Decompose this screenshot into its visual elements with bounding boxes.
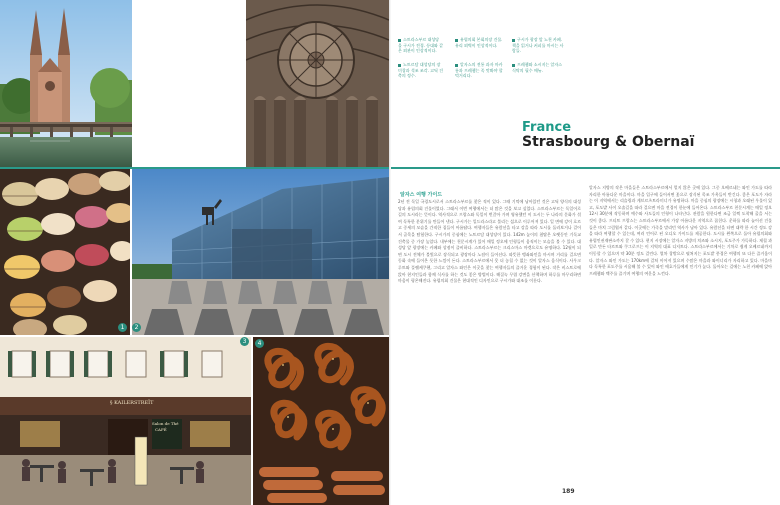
photo-macarons	[0, 169, 130, 335]
caption-bullet-icon	[455, 64, 458, 67]
caption-1	[398, 37, 444, 54]
caption-bullet-icon	[398, 64, 401, 67]
article-column-1: 2년 전 독일 국경도시로서 스트라스부르를 찾은 적이 있다. 그때 기억에 남아있던 것은 고딕 양식의 대성당과 유럽의회 건물이었다. 그래서 이번 여행에서는 더 많은 것을 보고 싶었다. 스트라스부르는 독일어로 길의 도시라는 뜻이다. 역사적으로 프랑스와 독일이 번갈아 가며 영유했던 이 도시는 두 나라의 문화가 섞여 독특한 분위기를 만들어 낸다. 구시가는 일드라스라고 불리는 섬으로 이루어져 있다. 일 변에 강이 흐르고 중세의 모습을 간직한 집들이 아름답다. 여행자들은 유람선을 타고 강을 따라 도시를 둘러보거나 걸어서 골목을 탐험한다. 구시가의 중심에는 노트르담 대성당이 있다. 142m 높이의 첨탑은 오랫동안 기독교 건축물 중 가장 높았다. 내부에는 천문시계가 있어 매일 정오에 인형들이 움직이는 모습을 볼 수 있다. 대성당 앞 광장에는 카페와 상점이 즐비하다. 스트라스부르는 크리스마스 마켓으로도 유명하다. 12월이 되면 도시 전체가 불빛으로 장식되고 광장마다 노점이 들어선다. 따뜻한 뱅솨와인을 마시며 거리를 걸으면 동화 속에 들어온 듯한 느낌이 든다. 스트라스부르에서 못 더 놓칠 수 없는 것이 알자스 음식이다. 사우크루트와 플램케쿠헨, 그리고 알자스 와인은 이곳을 찾는 여행자들의 즐거운 경험이 된다. 작은 비스트로에 앉아 현지인들과 함께 식사를 하는 것도 좋은 방법이다. 해질녹 무렵 강변을 산책하며 하루를 마무리하면 마음이 평온해진다. 유럽의회 건물은 현대적인 디자인으로 구시가와 대조를 이룬다.	[398, 199, 581, 284]
article-subhead: 알자스 여행 가이드	[400, 192, 443, 198]
shop-sign: § KAILERSTREÏT	[110, 400, 154, 406]
cafe-sign-line2: CAFÉ	[155, 427, 167, 432]
caption-bullet-icon	[455, 39, 458, 42]
caption-6	[512, 62, 564, 73]
caption-text: 구시가 광장 앞 노천 카페. 책을 읽거나 커피를 마시는 사람들.	[512, 37, 564, 53]
caption-bullet-icon	[512, 39, 515, 42]
page-number: 189	[562, 488, 575, 495]
photo-cafe-street	[0, 337, 251, 505]
caption-text: 알자스의 전통 과자 마카롱과 프레쳄는 꼭 맛봐야 할 먹거리다.	[455, 62, 503, 78]
caption-text: 노트르담 대성당의 장미창과 석조 조각. 고딕 건축의 정수.	[398, 62, 443, 78]
photo-church-river	[0, 0, 132, 167]
caption-text: 스트라스부르 대성당 울 구시가 전경. 등대와 같은 외관이 인상적이다.	[398, 37, 443, 53]
photo-pretzels	[253, 337, 389, 505]
photo-glass-building	[132, 169, 389, 335]
photo-cathedral-detail	[246, 0, 389, 167]
photo-number-2: 2	[132, 323, 141, 332]
spine-gutter	[389, 0, 391, 505]
caption-5	[512, 37, 564, 54]
caption-text: 유럽의회 본회의장 건물. 유리 외벽이 인상적이다.	[455, 37, 503, 48]
caption-bullet-icon	[398, 39, 401, 42]
caption-4	[455, 62, 505, 79]
caption-3	[455, 37, 505, 48]
title-country: France	[522, 120, 572, 135]
photo-number-3: 3	[240, 337, 249, 346]
photo-number-1: 1	[118, 323, 127, 332]
caption-text: 프레쳄와 소시지는 알자스 식탁의 필수 메뉴.	[512, 62, 563, 73]
photo-number-4: 4	[255, 339, 264, 348]
caption-bullet-icon	[512, 64, 515, 67]
cafe-sign-line1: Salon de Thé	[152, 421, 179, 426]
article-column-2: 알자스 지방의 작은 마을들은 스트라스부르에서 멀지 않은 곳에 있다. 그중 오베르네는 와인 가도를 따라 자리한 아름다운 마을이다. 마을 입구에 들어서면 꽃으로 장식된 목조 가옥들이 반긴다. 좋은 포도가 자라는 이 지역에서는 리슬링과 게브르츠트라미너가 유명하다. 마을 중심의 광장에는 시청과 오래된 우물이 있고, 포도밭 사이 오솔길을 따라 걸으면 마을 전경이 한눈에 들어온다. 스트라스부르 천문시계는 매일 정오 12시 30분에 작동하며 예수와 사도들의 인형이 나타난다. 관람을 원한다면 조금 일찍 도착해 줄을 서는 것이 좋다. 프티트 프랑스는 스트라스부르에서 가장 아름다운 지역으로 꼽힌다. 운하를 따라 늘어선 건물들은 마치 그림엽서 같다. 이곳에는 가죽을 말리던 역사가 남아 있다. 유람선을 타면 대략 한 시간 정도 강을 따라 여행할 수 있는데, 여러 언어로 된 오디오 가이드를 제공한다. 도시를 왼쪽으로 돌아 유럽의회와 유럽인권재판소까지 갈 수 있다. 현지 시장에는 알자스 지방의 치즈와 소시지, 포도주가 가득하다. 제철 과일로 만든 타르트와 쿠그로프는 이 지역의 대표 디저트다. 스트라스부르에서는 기차로 쉽게 오베르네까지 이동할 수 있으며 약 30분 정도 걸린다. 열차 창밖으로 펼쳐지는 포도밭 풍경은 여행의 또 다른 즐거움이다. 알자스 와인 가도는 170km에 걸쳐 이어져 있으며 수많은 마을과 와이너리가 자리하고 있다. 마을마다 독특한 포도주를 시음해 볼 수 있어 와인 애호가들에게 인기가 높다. 돌아오는 길에는 노천 카페에 앉아 프레쳄와 맥주를 즐기며 여행의 여운을 느낀다.	[589, 185, 772, 276]
caption-2	[398, 62, 444, 79]
title-cities: Strasbourg & Obernaï	[522, 134, 695, 150]
